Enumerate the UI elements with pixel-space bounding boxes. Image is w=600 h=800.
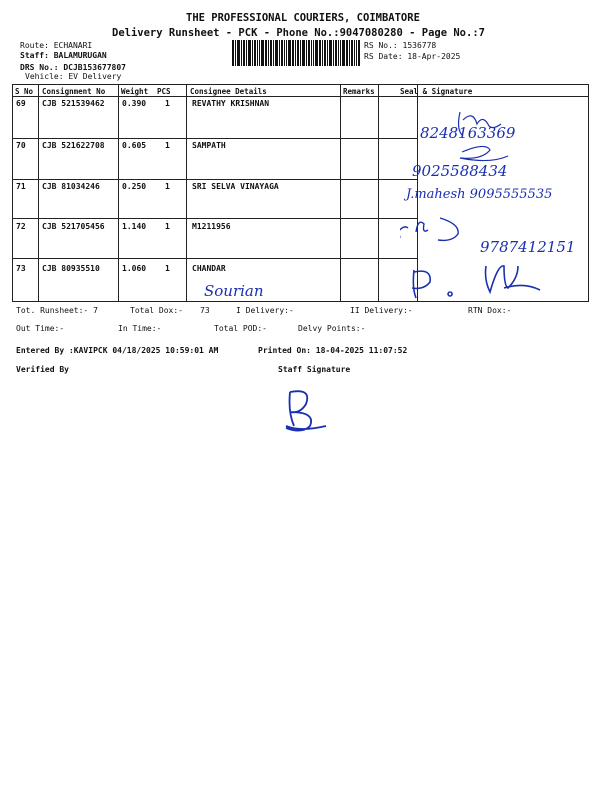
total-dox-value: 73: [200, 306, 210, 315]
staff-signature-label: Staff Signature: [278, 365, 351, 374]
rs-number: RS No.: 1536778: [364, 41, 437, 50]
table-bottom-rule: [12, 301, 589, 302]
header-seal-signature: Seal & Signature: [400, 87, 473, 96]
table-header-rule: [12, 96, 589, 97]
cell-consignment: CJB 521539462: [42, 99, 105, 108]
drs-number: DRS No.: DCJB153677807: [20, 63, 126, 72]
barcode: [232, 40, 360, 66]
row-rule: [12, 258, 417, 259]
table-top-rule: [12, 84, 589, 85]
total-runsheet: Tot. Runsheet:- 7: [16, 306, 98, 315]
i-delivery: I Delivery:-: [236, 306, 294, 315]
cell-sno: 69: [16, 99, 26, 108]
cell-consignee: CHANDAR: [192, 264, 226, 273]
cell-consignee: M1211956: [192, 222, 231, 231]
header-consignee: Consignee Details: [190, 87, 267, 96]
cell-pcs: 1: [165, 141, 170, 150]
row-rule: [12, 218, 417, 219]
header-remarks: Remarks: [343, 87, 375, 96]
rtn-dox: RTN Dox:-: [468, 306, 512, 315]
col-divider: [340, 84, 341, 301]
cell-sno: 71: [16, 182, 26, 191]
handwriting-row-3: J.mahesh 9095555535: [406, 187, 553, 202]
cell-pcs: 1: [165, 222, 170, 231]
cell-consignment: CJB 521705456: [42, 222, 105, 231]
ii-delivery: II Delivery:-: [350, 306, 413, 315]
cell-consignee: REVATHY KRISHNAN: [192, 99, 270, 108]
cell-consignment: CJB 81034246: [42, 182, 100, 191]
staff-signature: [280, 384, 340, 434]
cell-pcs: 1: [165, 264, 170, 273]
row-rule: [12, 179, 417, 180]
cell-weight: 0.250: [122, 182, 147, 191]
cell-sno: 72: [16, 222, 26, 231]
route-label: Route: ECHANARI: [20, 41, 93, 50]
header-pcs: PCS: [157, 87, 171, 96]
col-divider: [38, 84, 39, 301]
cell-weight: 1.140: [122, 222, 147, 231]
col-divider: [118, 84, 119, 301]
handwriting-row-5: Sourian: [204, 282, 264, 300]
delvy-points: Delvy Points:-: [298, 324, 366, 333]
cell-pcs: 1: [165, 182, 170, 191]
vehicle-label: Vehicle: EV Delivery: [25, 72, 122, 81]
total-pod: Total POD:-: [214, 324, 267, 333]
cell-consignee: SAMPATH: [192, 141, 226, 150]
out-time: Out Time:-: [16, 324, 65, 333]
handwriting-row-1: 8248163369: [420, 124, 516, 142]
cell-weight: 0.605: [122, 141, 147, 150]
rs-date: RS Date: 18-Apr-2025: [364, 52, 461, 61]
handwritten-signatures: [400, 110, 580, 300]
printed-on: Printed On: 18-04-2025 11:07:52: [258, 346, 408, 355]
verified-by: Verified By: [16, 365, 69, 374]
col-divider: [12, 84, 13, 301]
col-divider: [378, 84, 379, 301]
header-sno: S No: [15, 87, 34, 96]
staff-label: Staff: BALAMURUGAN: [20, 51, 107, 60]
in-time: In Time:-: [118, 324, 162, 333]
runsheet-subtitle: Delivery Runsheet - PCK - Phone No.:9047080280 - Page No.:7: [112, 27, 485, 39]
cell-consignee: SRI SELVA VINAYAGA: [192, 182, 279, 191]
header-weight: Weight: [121, 87, 149, 96]
entered-by: Entered By :KAVIPCK 04/18/2025 10:59:01 AM: [16, 346, 219, 355]
cell-sno: 73: [16, 264, 26, 273]
cell-sno: 70: [16, 141, 26, 150]
handwriting-row-4: 9787412151: [480, 238, 576, 256]
row-rule: [12, 138, 417, 139]
consignee-handwriting: [198, 276, 288, 304]
cell-weight: 0.390: [122, 99, 147, 108]
company-title: THE PROFESSIONAL COURIERS, COIMBATORE: [186, 12, 420, 24]
header-consignment: Consignment No: [42, 87, 106, 96]
cell-consignment: CJB 521622708: [42, 141, 105, 150]
cell-weight: 1.060: [122, 264, 147, 273]
cell-consignment: CJB 80935510: [42, 264, 100, 273]
col-divider: [186, 84, 187, 301]
handwriting-row-2: 9025588434: [412, 162, 508, 180]
col-divider: [588, 84, 589, 301]
cell-pcs: 1: [165, 99, 170, 108]
total-dox-label: Total Dox:-: [130, 306, 183, 315]
